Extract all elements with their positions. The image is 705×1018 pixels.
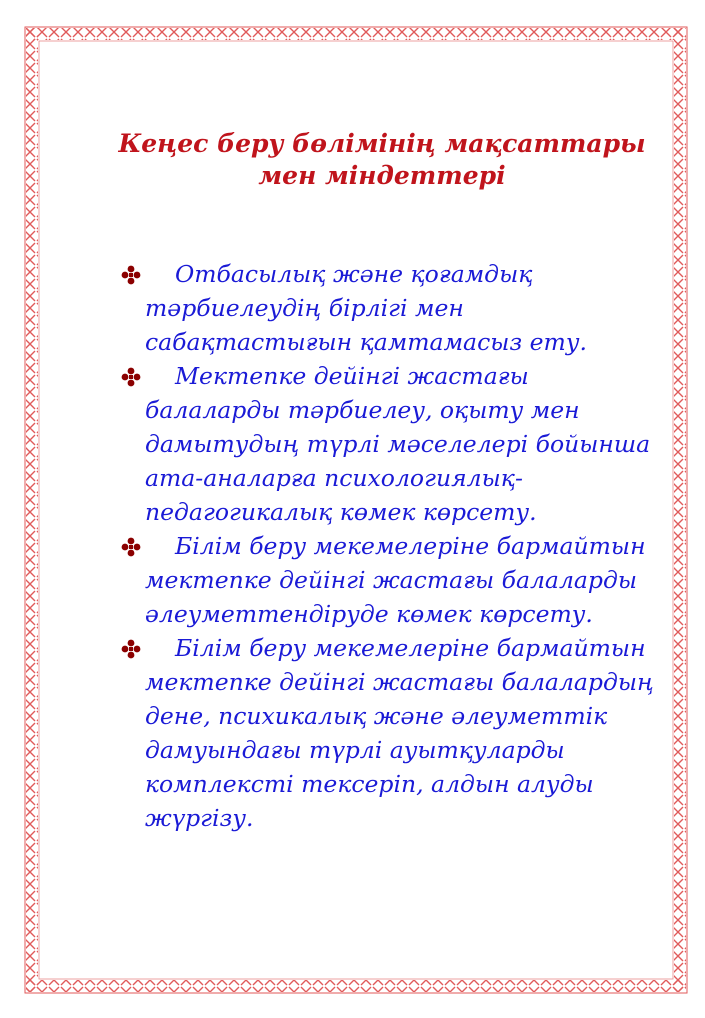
list-item-text: Білім беру мекемелеріне бармайтын мектепке дейінгі жастағы балаларды әлеуметтендіруде көмек көрсету. bbox=[145, 532, 646, 628]
goals-list bbox=[117, 257, 669, 835]
diamond-bullet-icon bbox=[121, 537, 141, 557]
diamond-bullet-icon bbox=[121, 367, 141, 387]
list-item-text: Мектепке дейінгі жастағы балаларды тәрбиелеу, оқыту мен дамытудың түрлі мәселелері бойынша ата-аналарға психологиялық-педагогикалық көмек көрсету. bbox=[145, 362, 651, 526]
list-item bbox=[117, 631, 669, 835]
diamond-bullet-icon bbox=[121, 639, 141, 659]
list-item-text: Отбасылық және қоғамдық тәрбиелеудің бірлігі мен сабақтастығын қамтамасыз ету. bbox=[145, 260, 587, 356]
page-title: Кеңес беру бөлімінің мақсаттары мен міндеттері bbox=[118, 129, 646, 190]
list-item bbox=[117, 257, 669, 359]
list-item bbox=[117, 529, 669, 631]
diamond-bullet-icon bbox=[121, 265, 141, 285]
list-item-text: Білім беру мекемелеріне бармайтын мектепке дейінгі жастағы балалардың дене, психикалық және әлеуметтік дамуындағы түрлі ауытқуларды комплексті тексеріп, алдын алуды жүргізу. bbox=[145, 634, 654, 832]
list-item bbox=[117, 359, 669, 529]
